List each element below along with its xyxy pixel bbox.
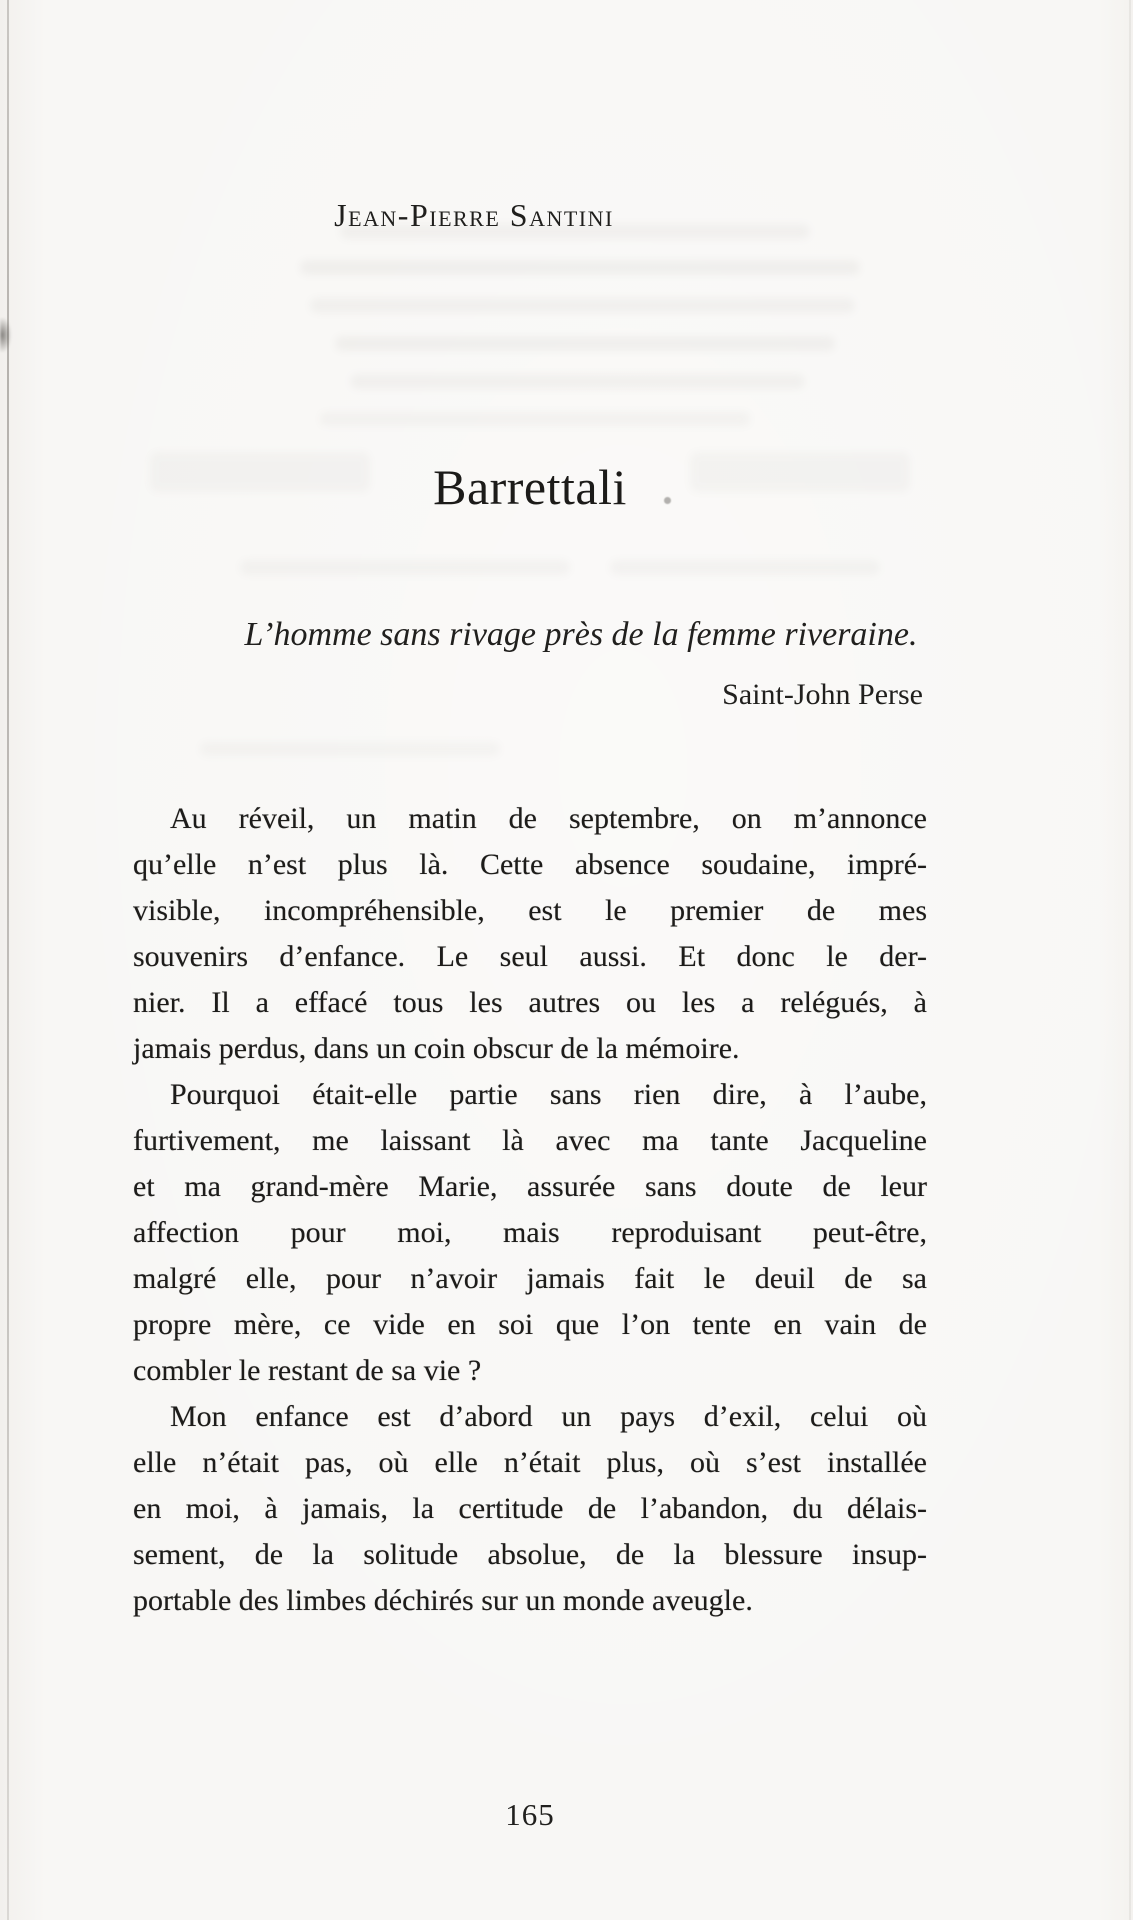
page-number: 165: [505, 1797, 555, 1832]
body-line: propre mère, ce vide en soi que l’on tente en vain de: [133, 1308, 927, 1341]
body-line: affection pour moi, mais reproduisant peut-être,: [133, 1216, 927, 1249]
body-line: elle n’était pas, où elle n’était plus, où s’est installée: [133, 1446, 927, 1479]
body-line: souvenirs d’enfance. Le seul aussi. Et donc le der-: [133, 940, 927, 973]
body-line: visible, incompréhensible, est le premier de mes: [133, 894, 927, 927]
showthrough-artifact: [610, 560, 880, 575]
scan-edge-shadow-right: [1129, 0, 1131, 1920]
body-line: furtivement, me laissant là avec ma tante Jacqueline: [133, 1124, 927, 1157]
showthrough-artifact: [300, 260, 860, 275]
scan-edge-shadow-left: [7, 0, 9, 1920]
body-line: Mon enfance est d’abord un pays d’exil, celui où: [170, 1400, 927, 1433]
body-line: portable des limbes déchirés sur un monde aveugle.: [133, 1584, 753, 1617]
showthrough-artifact: [240, 560, 570, 575]
body-line: nier. Il a effacé tous les autres ou les a relégués, à: [133, 986, 927, 1019]
author-name: Jean-Pierre Santini: [334, 197, 614, 233]
body-text: [133, 796, 927, 1624]
body-line: qu’elle n’est plus là. Cette absence soudaine, impré-: [133, 848, 927, 881]
body-line: en moi, à jamais, la certitude de l’abandon, du délais-: [133, 1492, 927, 1525]
showthrough-artifact: [350, 374, 805, 389]
body-line: combler le restant de sa vie ?: [133, 1354, 482, 1387]
showthrough-artifact: [320, 412, 750, 426]
body-line: sement, de la solitude absolue, de la blessure insup-: [133, 1538, 927, 1571]
body-line: jamais perdus, dans un coin obscur de la mémoire.: [133, 1032, 740, 1065]
epigraph-attribution: Saint-John Perse: [722, 678, 923, 711]
body-line: Pourquoi était-elle partie sans rien dire, à l’aube,: [170, 1078, 927, 1111]
body-line: et ma grand-mère Marie, assurée sans doute de leur: [133, 1170, 927, 1203]
body-line: malgré elle, pour n’avoir jamais fait le deuil de sa: [133, 1262, 927, 1295]
scan-binding-mark: [0, 318, 11, 352]
showthrough-artifact: [335, 336, 835, 351]
epigraph-quote: L’homme sans rivage près de la femme riveraine.: [244, 616, 918, 653]
body-line: Au réveil, un matin de septembre, on m’annonce: [170, 802, 927, 835]
showthrough-artifact: [310, 298, 855, 313]
chapter-title: Barrettali: [433, 459, 627, 515]
showthrough-artifact: [200, 742, 500, 756]
